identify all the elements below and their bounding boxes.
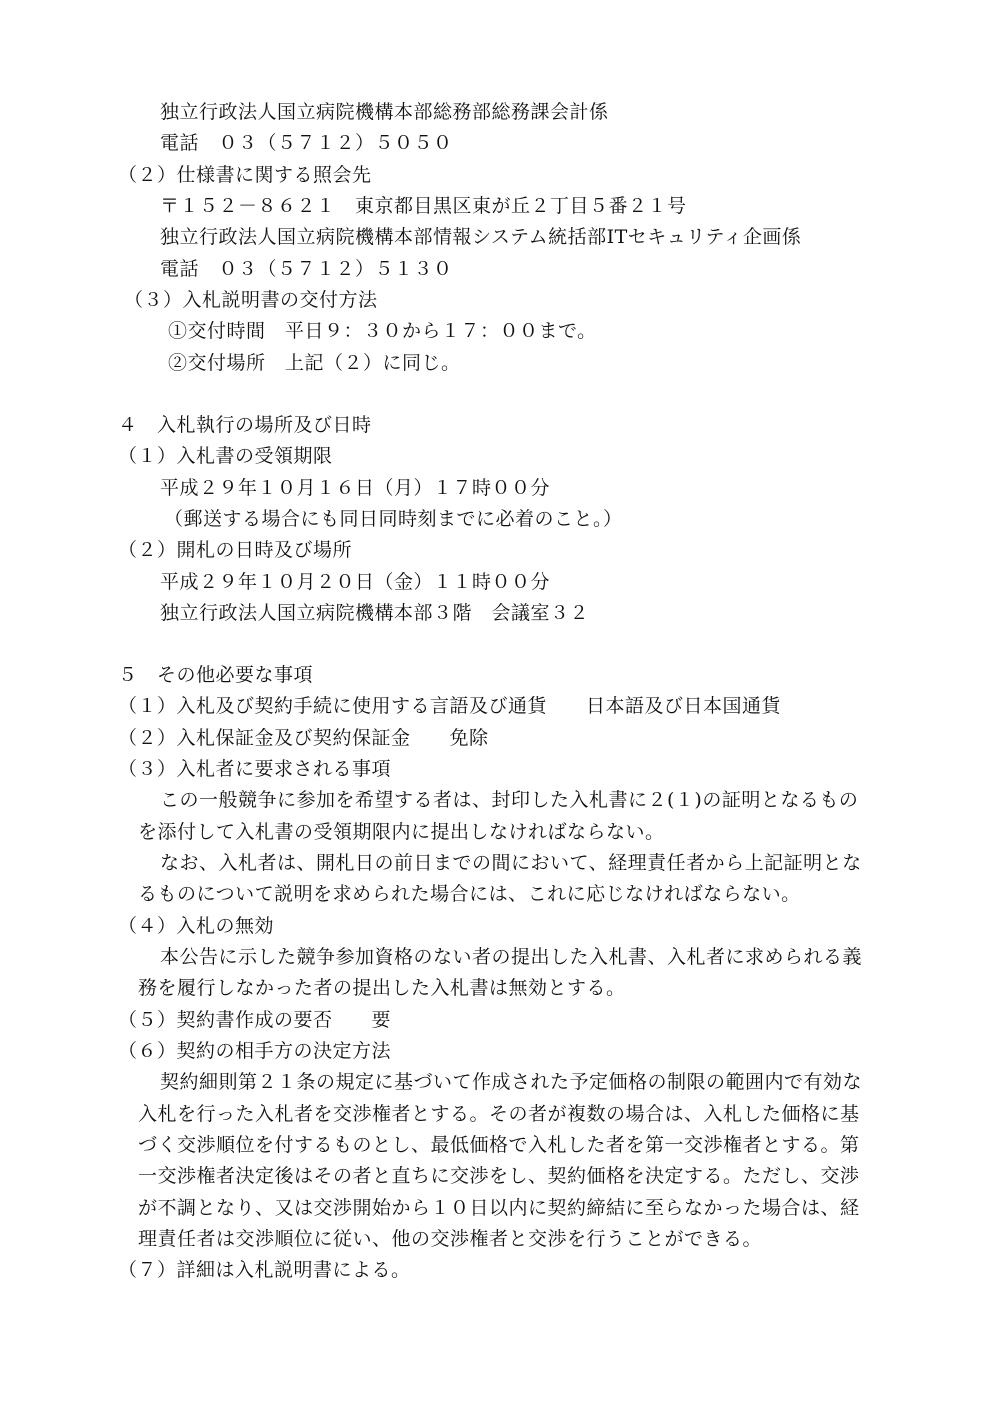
section-heading: ４ 入札執行の場所及び日時 <box>118 414 372 436</box>
paragraph-line: 一交渉権者決定後はその者と直ちに交渉をし、契約価格を決定する。ただし、交渉 <box>138 1165 860 1187</box>
paragraph-line: 契約細則第２１条の規定に基づいて作成された予定価格の制限の範囲内で有効な <box>160 1071 863 1093</box>
section-heading: ５ その他必要な事項 <box>118 664 314 686</box>
subsection-heading: （２）仕様書に関する照会先 <box>118 164 372 186</box>
subsection-heading: （３）入札説明書の交付方法 <box>124 289 378 311</box>
subsection-heading: （２）開札の日時及び場所 <box>118 539 353 561</box>
subsection-heading: （７）詳細は入札説明書による。 <box>118 1259 411 1281</box>
subsection-heading: （３）入札者に要求される事項 <box>118 758 392 780</box>
deadline-line: 平成２９年１０月１６日（月）１７時００分 <box>160 477 551 499</box>
paragraph-line: 入札を行った入札者を交渉権者とする。その者が複数の場合は、入札した価格に基 <box>138 1103 860 1125</box>
paragraph-line: なお、入札者は、開札日の前日までの間において、経理責任者から上記証明とな <box>160 852 862 874</box>
subsection-heading: （２）入札保証金及び契約保証金 免除 <box>118 727 489 749</box>
paragraph-line: 務を履行しなかった者の提出した入札書は無効とする。 <box>138 977 626 999</box>
opening-datetime-line: 平成２９年１０月２０日（金）１１時００分 <box>160 571 551 593</box>
subsection-heading: （１）入札書の受領期限 <box>118 445 333 467</box>
list-item: ②交付場所 上記（２）に同じ。 <box>168 352 461 374</box>
paragraph-line: この一般競争に参加を希望する者は、封印した入札書に２(１)の証明となるもの <box>160 789 859 811</box>
paragraph-line: るものについて説明を求められた場合には、これに応じなければならない。 <box>138 883 801 905</box>
subsection-heading: （５）契約書作成の要否 要 <box>118 1009 392 1031</box>
note-line: （郵送する場合にも同日同時刻までに必着のこと。） <box>164 508 623 530</box>
contact-phone-line: 電話 ０３（５７１２）５０５０ <box>160 132 453 154</box>
contact-phone-line: 電話 ０３（５７１２）５１３０ <box>160 258 453 280</box>
paragraph-line: づく交渉順位を付するものとし、最低価格で入札した者を第一交渉権者とする。第 <box>138 1134 860 1156</box>
opening-location-line: 独立行政法人国立病院機構本部３階 会議室３２ <box>160 602 590 624</box>
subsection-heading: （６）契約の相手方の決定方法 <box>118 1040 392 1062</box>
paragraph-line: が不調となり、又は交渉開始から１０日以内に契約締結に至らなかった場合は、経 <box>138 1197 860 1219</box>
contact-office-line: 独立行政法人国立病院機構本部総務部総務課会計係 <box>160 101 609 123</box>
subsection-heading: （１）入札及び契約手続に使用する言語及び通貨 日本語及び日本国通貨 <box>118 695 782 717</box>
list-item: ①交付時間 平日９：３０から１７：００まで。 <box>168 320 597 342</box>
subsection-heading: （４）入札の無効 <box>118 915 275 937</box>
paragraph-line: を添付して入札書の受領期限内に提出しなければならない。 <box>138 821 665 843</box>
address-line: 〒１５２－８６２１ 東京都目黒区東が丘２丁目５番２１号 <box>160 195 687 217</box>
paragraph-line: 理責任者は交渉順位に従い、他の交渉権者と交渉を行うことができる。 <box>138 1228 763 1250</box>
paragraph-line: 本公告に示した競争参加資格のない者の提出した入札書、入札者に求められる義 <box>160 946 863 968</box>
contact-office-line: 独立行政法人国立病院機構本部情報システム統括部ITセキュリティ企画係 <box>160 226 802 248</box>
